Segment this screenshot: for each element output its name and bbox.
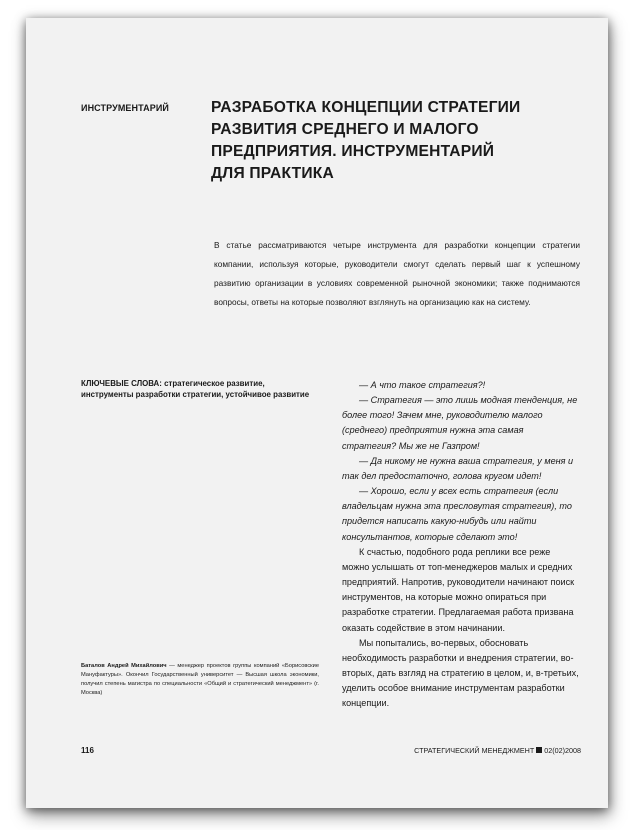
journal-footer (414, 746, 581, 755)
keywords (81, 378, 317, 400)
abstract: В статье рассматриваются четыре инструмента для разработки концепции стратегии компании, используя которые, руководители смогут сделать первый шаг к успешному развитию организации в условиях современной рыночной экономики; также поднимаются вопросы, ответы на которые позволяют взглянуть на организацию как на систему. (214, 240, 580, 307)
title-line: ПРЕДПРИЯТИЯ. ИНСТРУМЕНТАРИЙ (211, 143, 495, 160)
author-name: Баталов Андрей Михайлович (81, 663, 167, 669)
title-line: РАЗВИТИЯ СРЕДНЕГО И МАЛОГО (211, 121, 479, 138)
keywords-text: стратегическое развитие, инструменты разработки стратегии, устойчивое развитие (81, 379, 310, 399)
body-column (342, 378, 580, 711)
body-paragraph: К счастью, подобного рода реплики все реже можно услышать от топ-менеджеров малых и средних предприятий. Напротив, руководители начинают поиск инструментов, на которые можно опираться при разработке стратегии. Предлагаемая работа призвана оказать содействие в этом начинании. (342, 546, 575, 633)
dialogue-line: — Хорошо, если у всех есть стратегия (если владельцам нужна эта пресловутая стратегия), то придется написать какую-нибудь или найти консультантов, которые сделают это! (342, 486, 572, 542)
title-line: ДЛЯ ПРАКТИКА (211, 165, 334, 182)
dialogue-line: — Да никому не нужна ваша стратегия, у меня и так дел предостаточно, голова кругом идет! (342, 455, 574, 481)
journal-issue: 02(02)2008 (544, 746, 581, 755)
keywords-label: КЛЮЧЕВЫЕ СЛОВА: (81, 379, 162, 388)
author-bio: — менеджер проектов группы компаний «Борисовские Мануфактуры». Окончил Государственный университет — Высшая школа экономики, получил степень магистра по специальности «Общий и стратегический менеджмент» (г. Москва) (81, 663, 319, 696)
section-label: ИНСТРУМЕНТАРИЙ (81, 103, 169, 113)
square-bullet-icon (536, 747, 542, 753)
title-line: РАЗРАБОТКА КОНЦЕПЦИИ СТРАТЕГИИ (211, 99, 521, 116)
journal-name: СТРАТЕГИЧЕСКИЙ МЕНЕДЖМЕНТ (414, 746, 535, 755)
dialogue-line: — А что такое стратегия?! (359, 380, 486, 390)
body-paragraph: Мы попытались, во-первых, обосновать необходимость разработки и внедрения стратегии, во-вторых, дать взгляд на стратегию в целом, и, в-третьих, уделить особое внимание инструментам разработки концепции. (342, 637, 579, 709)
page-number: 116 (81, 746, 94, 755)
article-title (211, 97, 571, 185)
dialogue-line: — Стратегия — это лишь модная тенденция, не более того! Зачем мне, руководителю малого (среднего) предприятия нужна эта самая стратегия? Мы же не Газпром! (342, 395, 578, 451)
journal-page (26, 18, 608, 808)
author-note (81, 662, 319, 698)
